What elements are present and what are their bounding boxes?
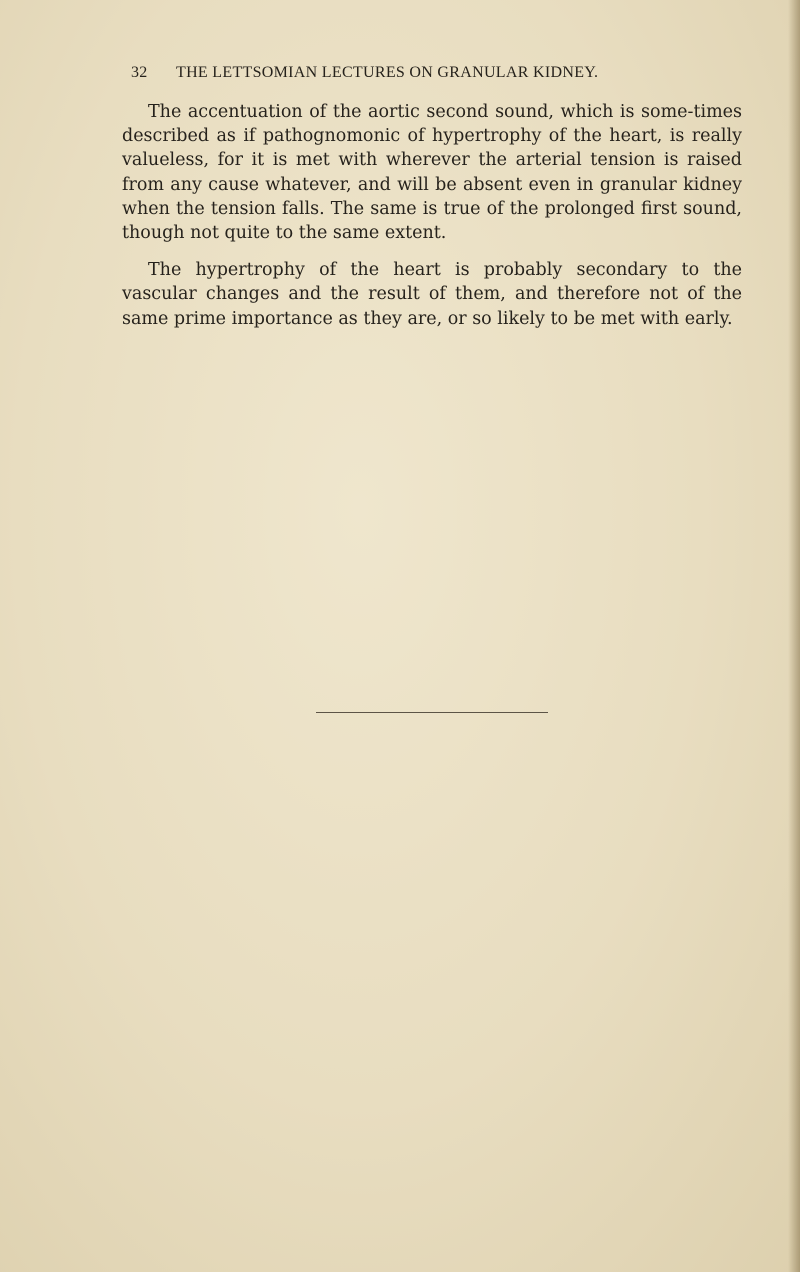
page-edge-shadow [788, 0, 800, 1272]
page-number: 32 [131, 64, 148, 81]
paragraph-aortic-sound: The accentuation of the aortic second sound, which is some-times described as if pathognomonic of hypertrophy of the heart, is really valueless, for it is met with wherever the arterial tension is raised from any cause whatever, and will be absent even in granular kidney when the tension falls. The same is true of the prolonged first sound, though not quite to the same extent. [122, 102, 742, 244]
section-end-rule [316, 712, 548, 713]
running-head [131, 64, 691, 86]
body-text [122, 100, 742, 344]
paragraph-hypertrophy: The hypertrophy of the heart is probably secondary to the vascular changes and the result of them, and therefore not of the same prime importance as they are, or so likely to be met with early. [122, 260, 742, 329]
running-head-title: THE LETTSOMIAN LECTURES ON GRANULAR KIDNEY. [176, 64, 599, 81]
